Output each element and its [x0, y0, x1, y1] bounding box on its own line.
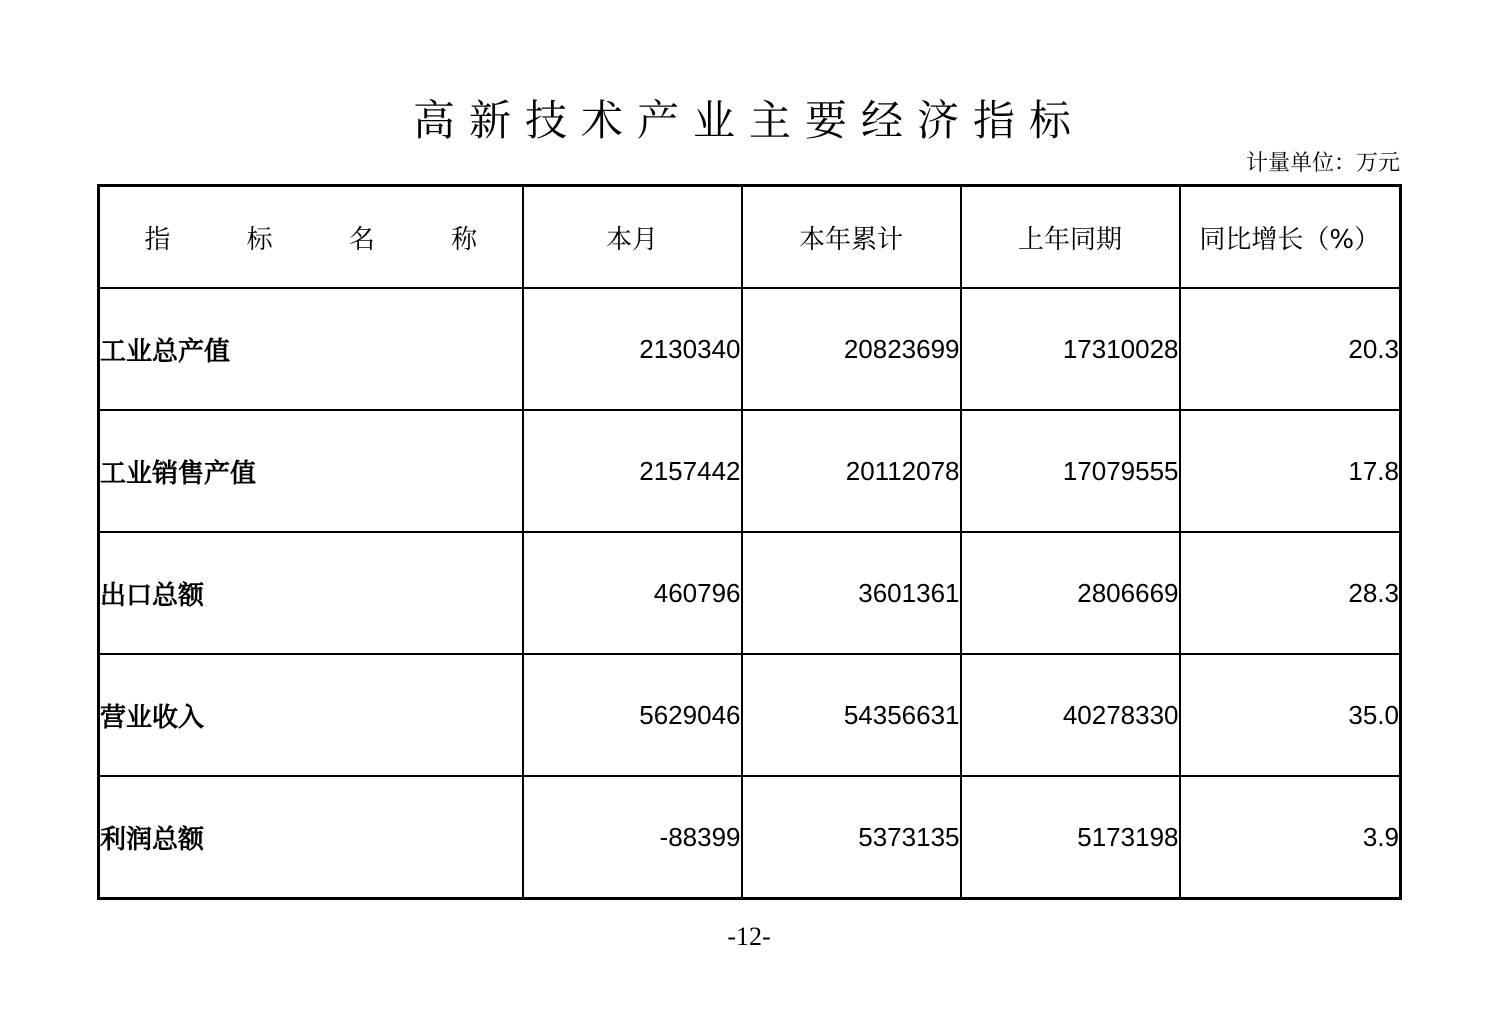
row-name: 出口总额 [99, 532, 523, 654]
table-row [99, 410, 1401, 532]
cell-growth: 28.3 [1180, 532, 1401, 654]
cell-ytd: 3601361 [742, 532, 961, 654]
page-title: 高新技术产业主要经济指标 [412, 96, 1085, 145]
header-year-to-date: 本年累计 [742, 186, 961, 289]
cell-ytd: 54356631 [742, 654, 961, 776]
table-row [99, 654, 1401, 776]
cell-growth: 17.8 [1180, 410, 1401, 532]
header-indicator-name: 指 标 名 称 [99, 186, 523, 289]
table-row [99, 288, 1401, 410]
cell-ytd: 20823699 [742, 288, 961, 410]
cell-ytd: 20112078 [742, 410, 961, 532]
row-name: 工业销售产值 [99, 410, 523, 532]
cell-month: 460796 [523, 532, 742, 654]
indicator-table [97, 184, 1402, 900]
table-row [99, 776, 1401, 899]
row-name: 营业收入 [99, 654, 523, 776]
cell-prev: 5173198 [961, 776, 1180, 899]
cell-growth: 20.3 [1180, 288, 1401, 410]
table-row [99, 532, 1401, 654]
header-this-month: 本月 [523, 186, 742, 289]
cell-growth: 3.9 [1180, 776, 1401, 899]
page-number: -12- [727, 922, 771, 951]
cell-growth: 35.0 [1180, 654, 1401, 776]
header-same-period-last-year: 上年同期 [961, 186, 1180, 289]
cell-month: 2130340 [523, 288, 742, 410]
cell-prev: 40278330 [961, 654, 1180, 776]
cell-month: 2157442 [523, 410, 742, 532]
cell-prev: 17310028 [961, 288, 1180, 410]
cell-prev: 17079555 [961, 410, 1180, 532]
cell-ytd: 5373135 [742, 776, 961, 899]
unit-label: 计量单位：万元 [1245, 151, 1400, 176]
cell-month: 5629046 [523, 654, 742, 776]
table-header-row [99, 186, 1401, 289]
cell-month: -88399 [523, 776, 742, 899]
row-name: 利润总额 [99, 776, 523, 899]
cell-prev: 2806669 [961, 532, 1180, 654]
row-name: 工业总产值 [99, 288, 523, 410]
header-yoy-growth: 同比增长（%） [1180, 186, 1401, 289]
